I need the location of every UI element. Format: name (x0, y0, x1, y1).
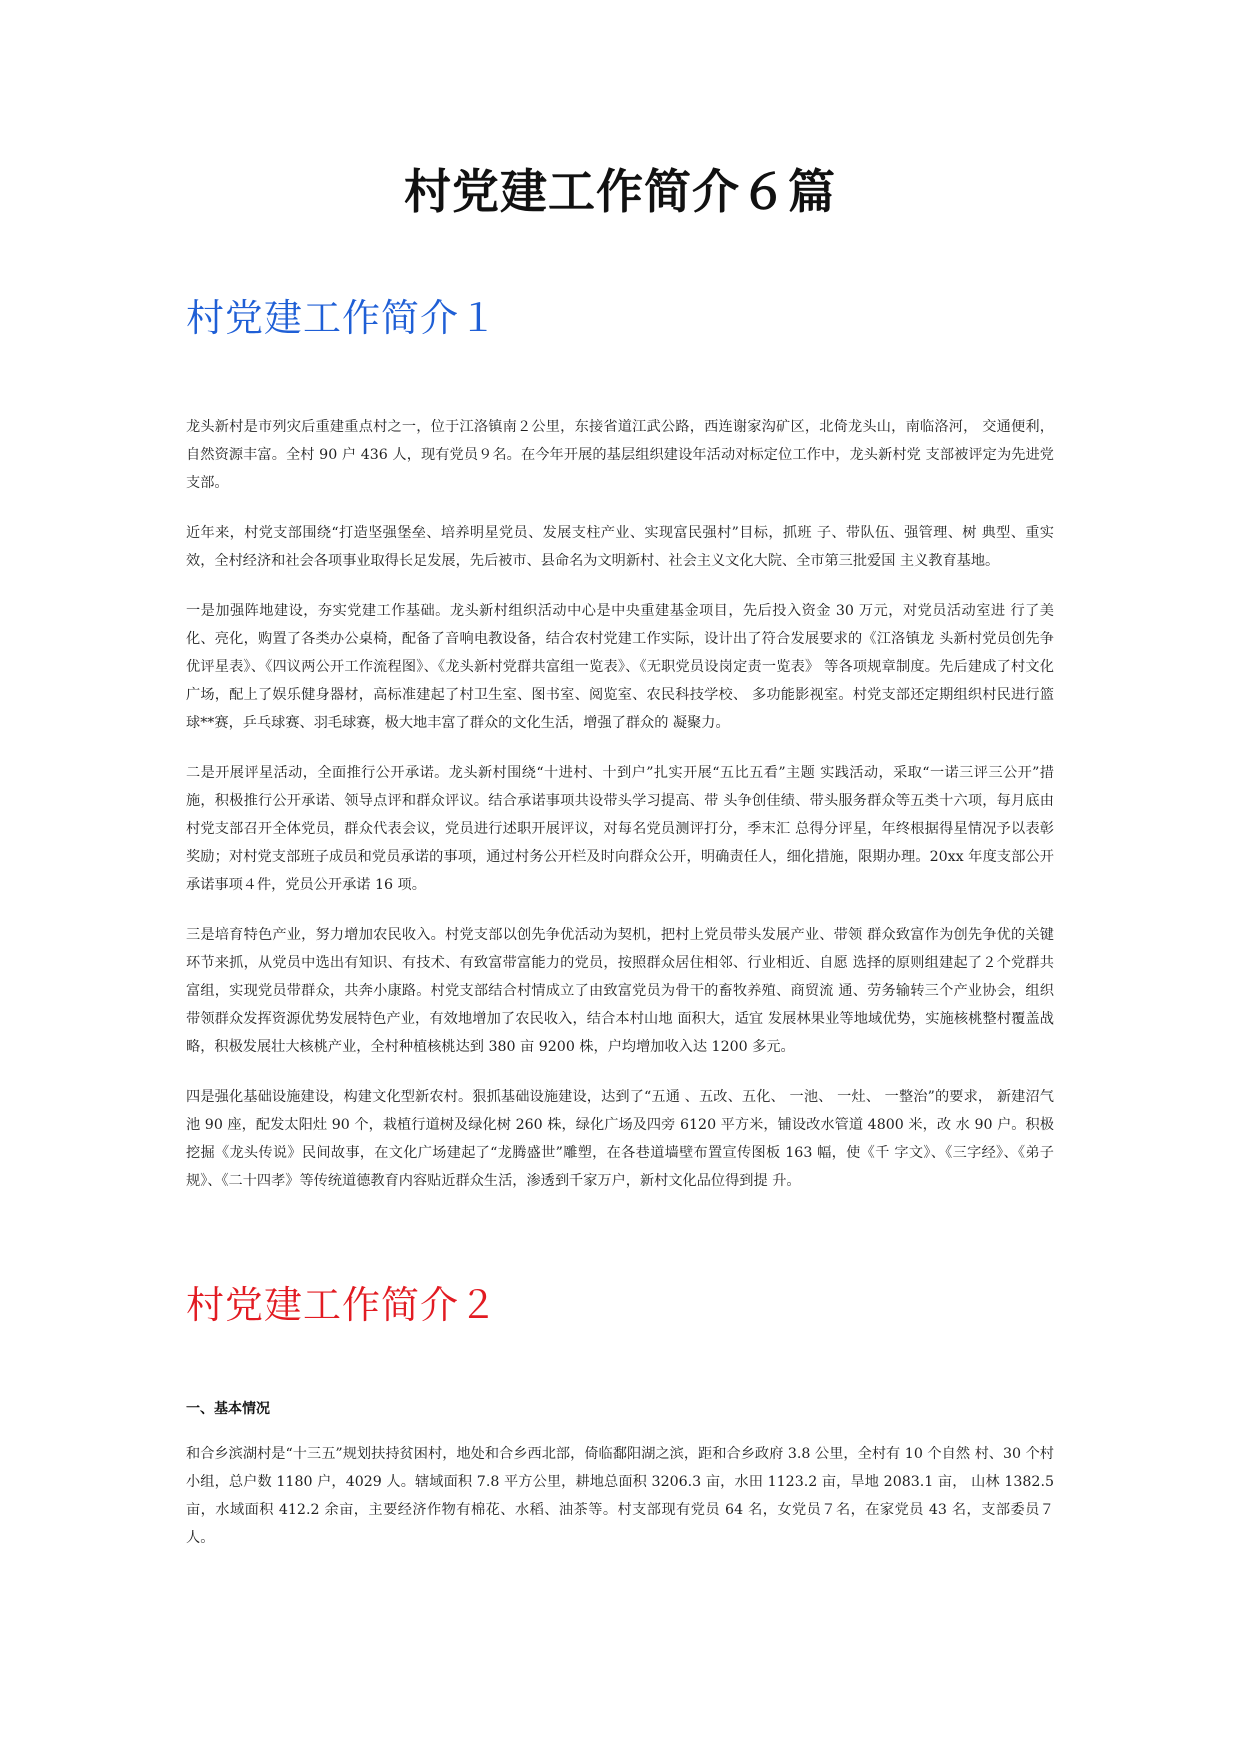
section-1-body (186, 413, 1054, 1217)
section-1-paragraph-5: 三是培育特色产业，努力增加农民收入。村党支部以创先争优活动为契机，把村上党员带头发展产业、带领 群众致富作为创先争优的关键环节来抓，从党员中选出有知识、有技术、有致富带富能力的党员，按照群众居住相邻、行业相近、自愿 选择的原则组建起了２个党群共富组，实现党员带群众，共奔小康路。村党支部结合村情成立了由致富党员为骨干的畜牧养殖、商贸流 通、劳务输转三个产业协会，组织带领群众发挥资源优势发展特色产业，有效地增加了农民收入，结合本村山地 面积大，适宜 发展林果业等地域优势，实施核桃整村覆盖战略，积极发展壮大核桃产业，全村种植核桃达到 380 亩 9200 株，户均增加收入达 1200 多元。 (186, 927, 1054, 1055)
section-2-body (186, 1440, 1054, 1574)
section-1-paragraph-3: 一是加强阵地建设，夯实党建工作基础。龙头新村组织活动中心是中央重建基金项目，先后投入资金 30 万元，对党员活动室进 行了美化、亮化，购置了各类办公桌椅，配备了音响电教设备，结合农村党建工作实际，设计出了符合发展要求的《江洛镇龙 头新村党员创先争优评星表》、《四议两公开工作流程图》、《龙头新村党群共富组一览表》、《无职党员设岗定责一览表》 等各项规章制度。先后建成了村文化广场，配上了娱乐健身器材，高标准建起了村卫生室、图书室、阅览室、农民科技学校、 多功能影视室。村党支部还定期组织村民进行篮球**赛，乒乓球赛、羽毛球赛，极大地丰富了群众的文化生活，增强了群众的 凝聚力。 (186, 603, 1054, 731)
section-1-paragraph-4: 二是开展评星活动，全面推行公开承诺。龙头新村围绕“十进村、十到户”扎实开展“五比五看”主题 实践活动，采取“一诺三评三公开”措施，积极推行公开承诺、领导点评和群众评议。结合承诺事项共设带头学习提高、带 头争创佳绩、带头服务群众等五类十六项，每月底由村党支部召开全体党员，群众代表会议，党员进行述职开展评议，对每名党员测评打分，季末汇 总得分评星，年终根据得星情况予以表彰奖励；对村党支部班子成员和党员承诺的事项，通过村务公开栏及时向群众公开，明确责任人，细化措施，限期办理。20xx 年度支部公开承诺事项４件，党员公开承诺 16 项。 (186, 765, 1054, 893)
section-1-paragraph-1: 龙头新村是市列灾后重建重点村之一，位于江洛镇南２公里，东接省道江武公路，西连谢家沟矿区，北倚龙头山，南临洛河， 交通便利，自然资源丰富。全村 90 户 436 人，现有党员９名。在今年开展的基层组织建设年活动对标定位工作中，龙头新村党 支部被评定为先进党支部。 (186, 419, 1054, 491)
section-2-paragraph-1: 和合乡滨湖村是“十三五”规划扶持贫困村，地处和合乡西北部，倚临鄱阳湖之滨，距和合乡政府 3.8 公里，全村有 10 个自然 村、30 个村小组，总户数 1180 户，4029 人。辖域面积 7.8 平方公里，耕地总面积 3206.3 亩，水田 1123.2 亩，旱地 2083.1 亩， 山林 1382.5 亩，水域面积 412.2 余亩，主要经济作物有棉花、水稻、油茶等。村支部现有党员 64 名，女党员７名，在家党员 43 名，支部委员７人。 (186, 1446, 1054, 1546)
section-2-heading: 村党建工作简介２ (186, 1283, 499, 1327)
document-title: 村党建工作简介６篇 (404, 165, 836, 220)
section-2-subheading: 一、基本情况 (186, 1401, 270, 1417)
section-1-paragraph-2: 近年来，村党支部围绕“打造坚强堡垒、培养明星党员、发展支柱产业、实现富民强村”目标，抓班 子、带队伍、强管理、树 典型、重实效，全村经济和社会各项事业取得长足发展，先后被市、县命名为文明新村、社会主义文化大院、全市第三批爱国 主义教育基地。 (186, 525, 1054, 569)
section-1-heading: 村党建工作简介１ (186, 296, 499, 340)
section-1-paragraph-6: 四是强化基础设施建设，构建文化型新农村。狠抓基础设施建设，达到了“五通 、五改、五化、 一池、 一灶、 一整治”的要求， 新建沼气池 90 座，配发太阳灶 90 个，栽植行道树及绿化树 260 株，绿化广场及四旁 6120 平方米，铺设改水管道 4800 米，改 水 90 户。积极挖掘《龙头传说》民间故事，在文化广场建起了“龙腾盛世”雕塑，在各巷道墙壁布置宣传图板 163 幅，使《千 字文》、《三字经》、《弟子规》、《二十四孝》等传统道德教育内容贴近群众生活，渗透到千家万户，新村文化品位得到提 升。 (186, 1089, 1054, 1189)
